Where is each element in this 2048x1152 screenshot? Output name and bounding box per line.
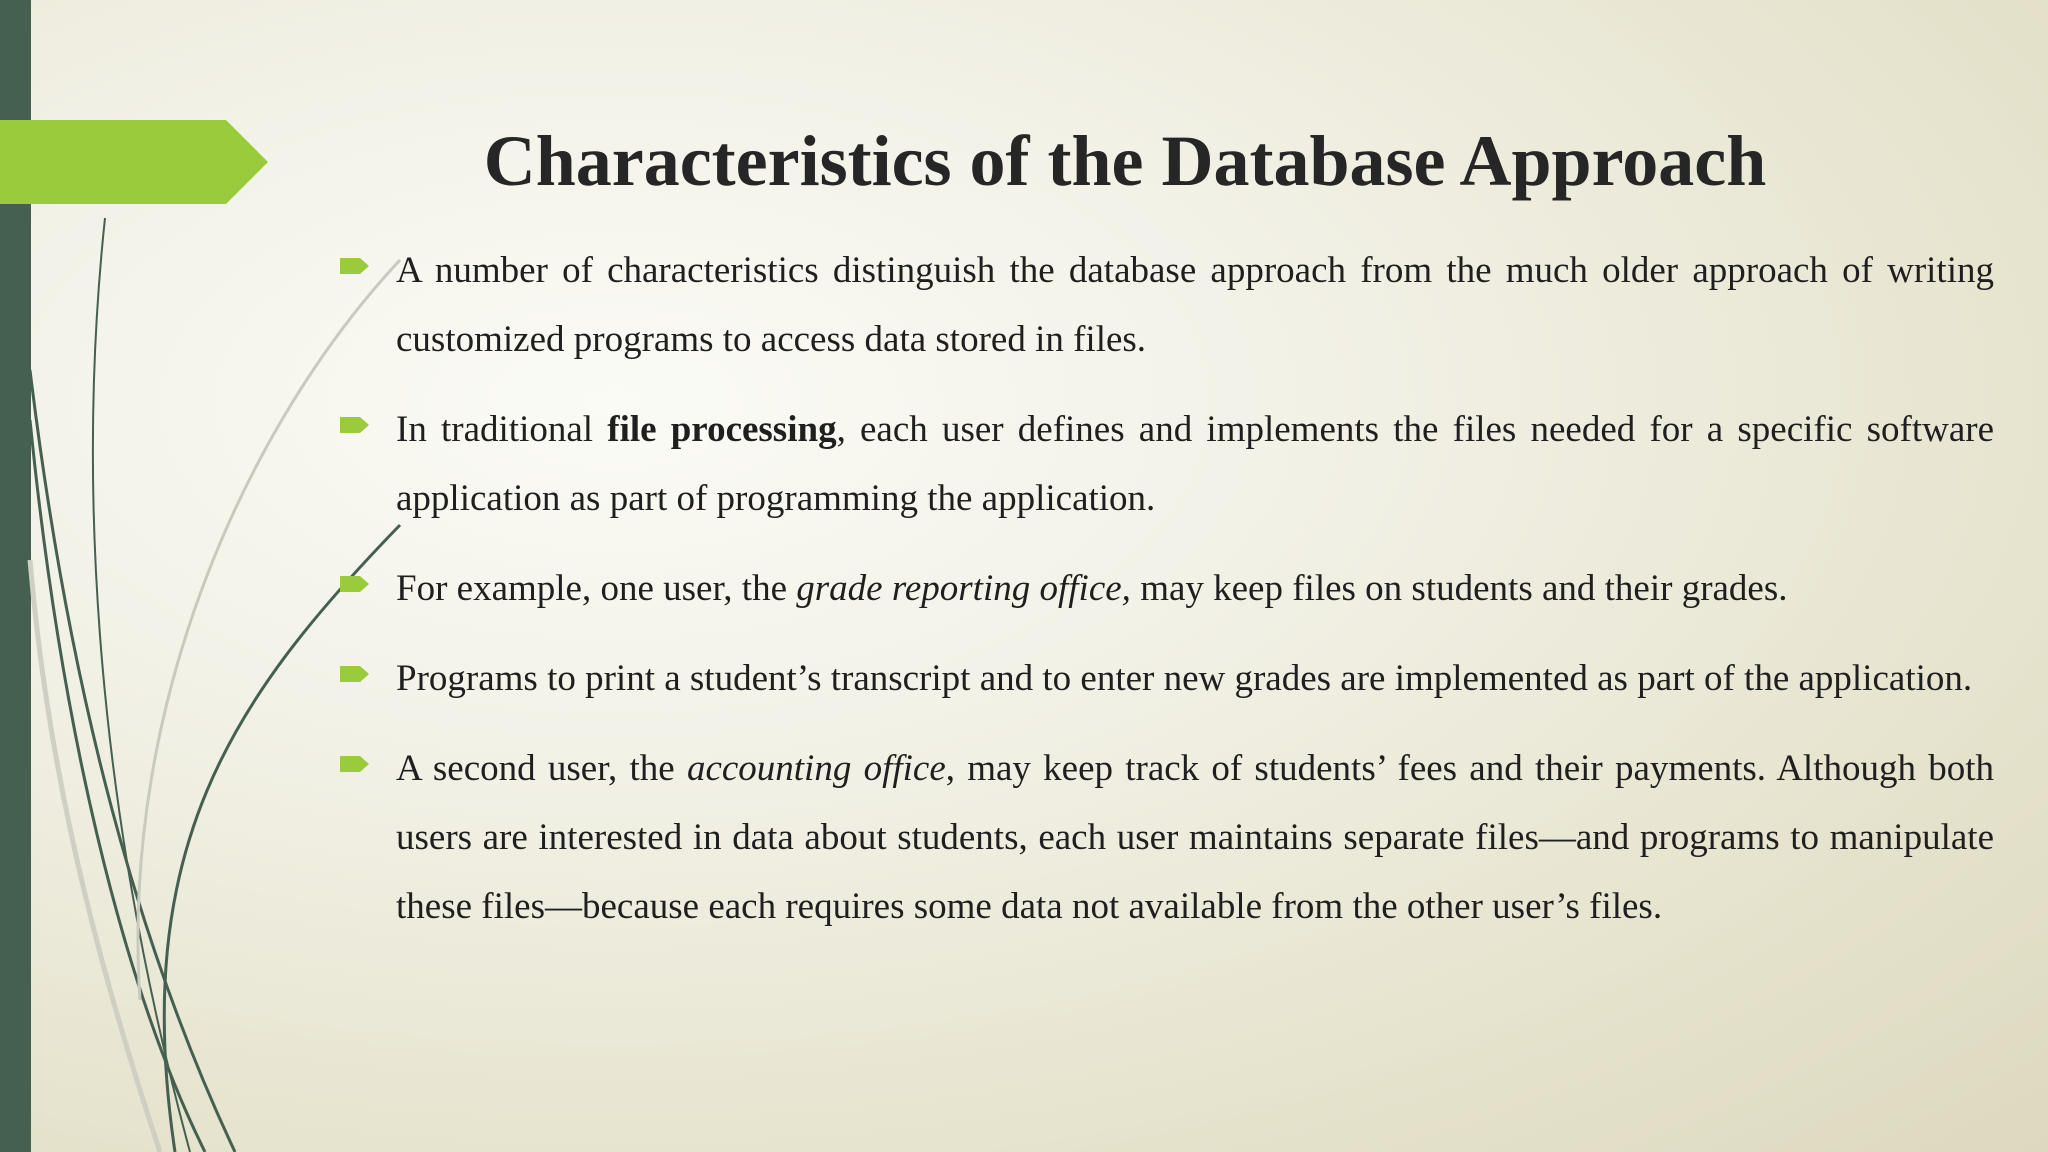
bullet-item: [340, 734, 1994, 941]
bullet-text-italic: accounting office: [686, 748, 946, 789]
bullet-text: may keep files on students and their grades.: [1130, 568, 1788, 609]
bullet-item: [340, 554, 1994, 623]
bullet-text-bold: file processing: [607, 409, 837, 450]
arrow-bullet-icon: [340, 754, 370, 774]
bullet-item: [340, 395, 1994, 533]
arrow-bullet-icon: [340, 574, 370, 594]
bullet-list: [340, 236, 1994, 962]
bullet-text: A second user, the: [396, 748, 687, 789]
title-arrow-tab: [0, 120, 268, 204]
slide-title: Characteristics of the Database Approach: [483, 121, 1767, 201]
bullet-text: , each user defines and implements the files needed for a specific software application as part of programming the application.: [396, 409, 1994, 519]
bullet-text: In traditional: [396, 409, 608, 450]
bullet-text: Programs to print a student’s transcript and to enter new grades are implemented as part of the application.: [396, 658, 1973, 699]
bullet-item: [340, 236, 1994, 374]
bullet-text: For example, one user, the: [396, 568, 797, 609]
bullet-text: A number of characteristics distinguish the database approach from the much older approach of writing customized programs to access data stored in files.: [396, 250, 1994, 360]
bullet-item: [340, 644, 1994, 713]
arrow-bullet-icon: [340, 664, 370, 684]
bullet-text: , may keep track of students’ fees and their payments. Although both users are interested in data about students, each user maintains separate files—and programs to manipulate these files—because each requires some data not available from the other user’s files.: [396, 748, 1994, 927]
arrow-bullet-icon: [340, 256, 370, 276]
arrow-bullet-icon: [340, 415, 370, 435]
bullet-text-italic: grade reporting office,: [796, 568, 1131, 609]
